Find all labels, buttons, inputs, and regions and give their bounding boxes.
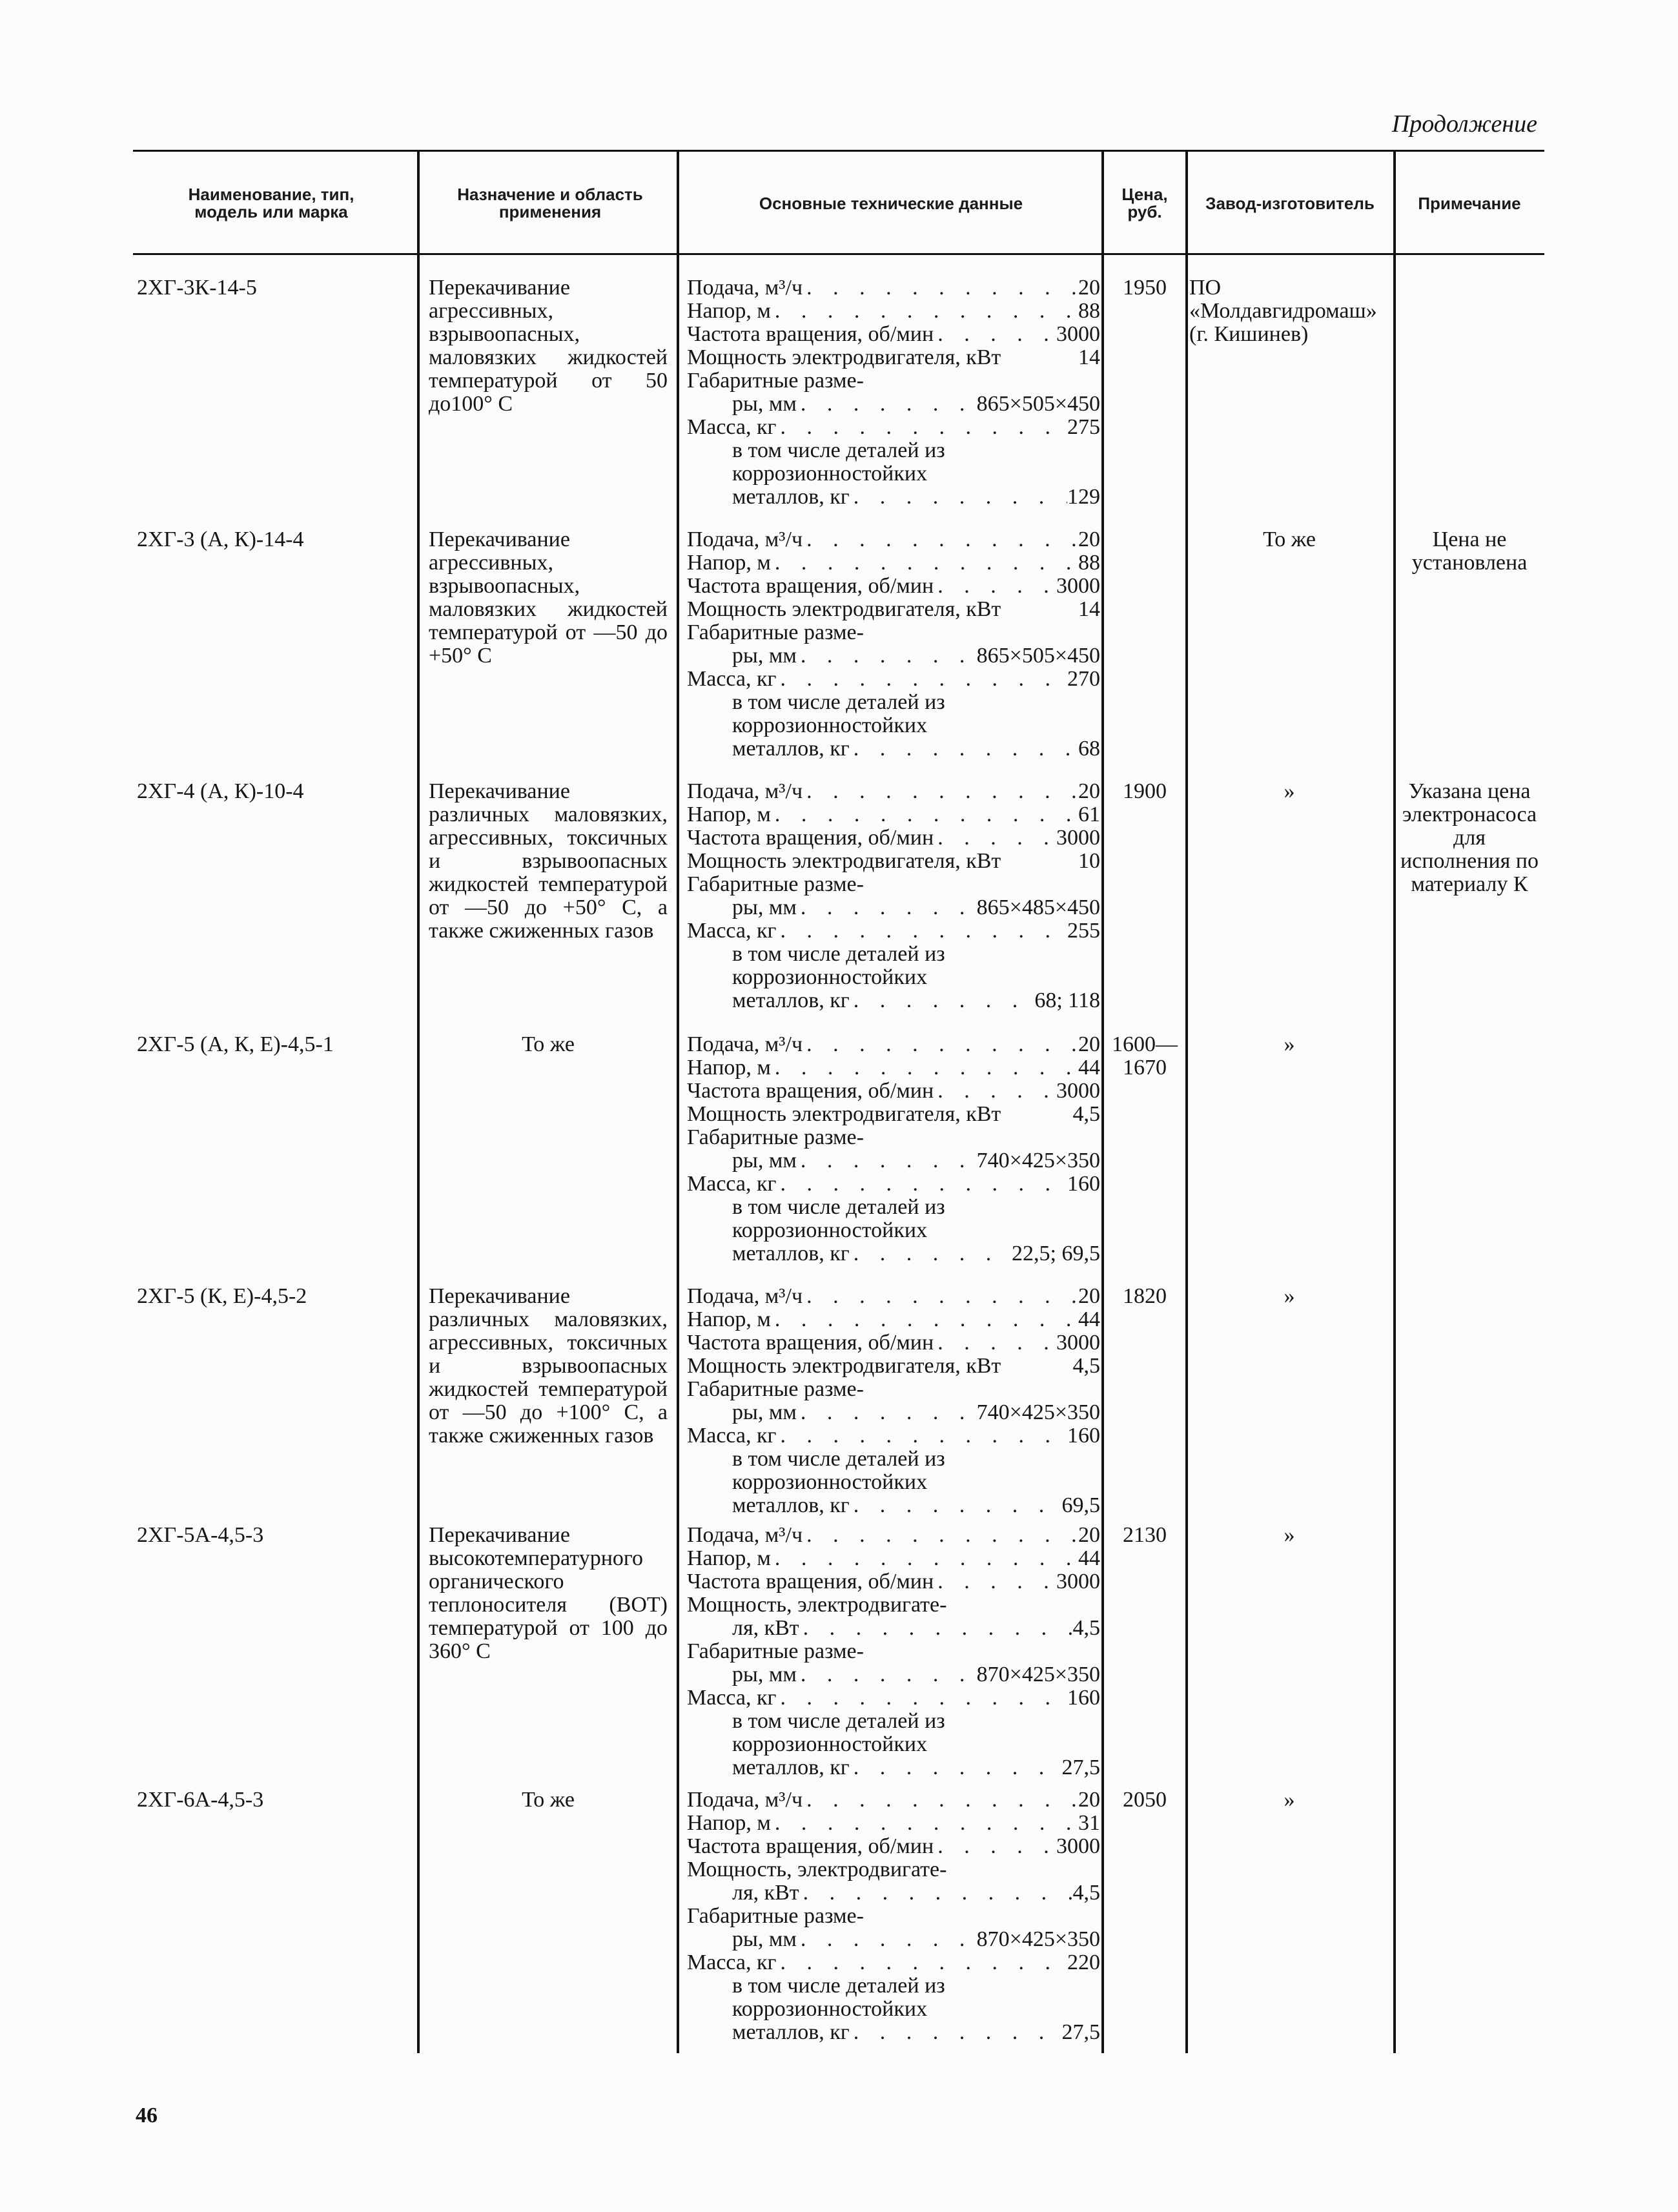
- continuation-label: Продолжение: [1391, 110, 1537, 138]
- table-top-rule: [133, 150, 1544, 152]
- spec-line: Габаритные разме-: [687, 1639, 864, 1663]
- spec-line: [687, 1080, 1100, 1103]
- spec-line: [687, 896, 1100, 919]
- row-note: Цена не установлена: [1411, 527, 1528, 575]
- spec-line: [687, 826, 1100, 850]
- header-name: Наименование, тип, модель или марка: [188, 185, 354, 221]
- column-divider: [677, 150, 679, 2053]
- row-maker: »: [1284, 1523, 1295, 1547]
- column-divider: [1185, 150, 1188, 2053]
- spec-label: Напор, м: [687, 1307, 771, 1331]
- row-price: 2130: [1123, 1523, 1167, 1547]
- row-note: Указана цена электронасоса для исполнения по материалу К: [1400, 779, 1539, 896]
- spec-line: в том числе деталей из коррозионностойких: [732, 1195, 945, 1242]
- row-name: 2ХГ-3 (А, К)-14-4: [137, 527, 304, 551]
- spec-line: [687, 1056, 1100, 1080]
- row-maker: То же: [1263, 527, 1316, 551]
- spec-line: [687, 1547, 1100, 1570]
- spec-line: Мощность, электродвигате-: [687, 1858, 947, 1881]
- spec-line: [687, 1308, 1100, 1331]
- spec-line: [687, 1149, 1100, 1173]
- spec-line: [687, 276, 1100, 300]
- spec-label: Масса, кг: [687, 1951, 777, 1974]
- spec-value: 44: [1078, 1307, 1100, 1331]
- spec-list: [687, 276, 1100, 509]
- spec-value: 20: [1078, 1032, 1100, 1056]
- spec-label: Подача, м³/ч: [687, 1788, 803, 1812]
- spec-line: [687, 1033, 1100, 1056]
- spec-value: 69,5: [1061, 1493, 1100, 1517]
- spec-value: 865×505×450: [976, 644, 1100, 668]
- spec-label: ры, мм: [732, 644, 797, 668]
- spec-line: [687, 528, 1100, 551]
- spec-line: [687, 1570, 1100, 1593]
- spec-label: металлов, кг: [732, 1756, 850, 1779]
- spec-line: [687, 780, 1100, 803]
- row-purpose: Перекачивание различных маловязких, агрессивных, токсичных и взрывоопасных жидкостей температурой от —50 до +100° С, а также сжиженных газов: [429, 1284, 668, 1448]
- spec-value: 865×485×450: [976, 896, 1100, 919]
- spec-value: 14: [1078, 597, 1100, 621]
- spec-label: Масса, кг: [687, 415, 777, 439]
- row-price: 1950: [1123, 276, 1167, 300]
- spec-line: в том числе деталей из коррозионностойких: [732, 1709, 945, 1756]
- column-divider: [1393, 150, 1396, 2053]
- spec-line: [687, 1103, 1100, 1126]
- spec-line: [687, 644, 1100, 668]
- spec-label: Подача, м³/ч: [687, 1032, 803, 1056]
- spec-label: ля, кВт: [732, 1616, 799, 1640]
- spec-label: Напор, м: [687, 803, 771, 826]
- spec-line: в том числе деталей из коррозионностойких: [732, 1447, 945, 1494]
- spec-label: металлов, кг: [732, 1242, 850, 1265]
- column-divider: [417, 150, 420, 2053]
- spec-line: [687, 575, 1100, 598]
- row-maker: »: [1284, 1284, 1295, 1308]
- spec-line: в том числе деталей из коррозионностойких: [732, 438, 945, 486]
- spec-label: ры, мм: [732, 1927, 797, 1951]
- header-price: Цена, руб.: [1121, 185, 1168, 221]
- spec-label: Частота вращения, об/мин: [687, 322, 934, 346]
- spec-line: [687, 1494, 1100, 1517]
- spec-value: 20: [1078, 276, 1100, 300]
- spec-value: 68; 118: [1034, 988, 1100, 1012]
- spec-value: 129: [1067, 485, 1100, 509]
- spec-line: [687, 919, 1100, 943]
- spec-label: ры, мм: [732, 1149, 797, 1173]
- spec-label: Мощность электродвигателя, кВт: [687, 1354, 1001, 1378]
- spec-value: 88: [1078, 299, 1100, 323]
- spec-label: металлов, кг: [732, 2020, 850, 2044]
- spec-list: [687, 780, 1100, 1012]
- spec-label: Частота вращения, об/мин: [687, 1331, 934, 1355]
- row-name: 2ХГ-5А-4,5-3: [137, 1523, 264, 1547]
- spec-value: 88: [1078, 551, 1100, 575]
- spec-line: [687, 1835, 1100, 1858]
- spec-line: Габаритные разме-: [687, 1377, 864, 1401]
- spec-value: 3000: [1056, 574, 1100, 598]
- spec-line: [687, 1951, 1100, 1974]
- spec-value: 27,5: [1061, 2020, 1100, 2044]
- spec-list: [687, 1524, 1100, 1779]
- spec-line: [687, 1928, 1100, 1951]
- spec-line: Габаритные разме-: [687, 1904, 864, 1928]
- spec-line: в том числе деталей из коррозионностойких: [732, 1974, 945, 2021]
- spec-label: Подача, м³/ч: [687, 276, 803, 300]
- spec-line: в том числе деталей из коррозионностойких: [732, 690, 945, 737]
- spec-label: Подача, м³/ч: [687, 779, 803, 803]
- page-number: 46: [136, 2104, 158, 2127]
- spec-line: [687, 1173, 1100, 1196]
- spec-line: Габаритные разме-: [687, 1125, 864, 1149]
- spec-value: 20: [1078, 1523, 1100, 1547]
- row-name: 2ХГ-4 (А, К)-10-4: [137, 779, 304, 803]
- spec-value: 3000: [1056, 1570, 1100, 1593]
- spec-value: 20: [1078, 1788, 1100, 1812]
- spec-line: [687, 1881, 1100, 1905]
- spec-line: [687, 1663, 1100, 1686]
- spec-line: [687, 598, 1100, 621]
- spec-line: [687, 300, 1100, 323]
- spec-label: Частота вращения, об/мин: [687, 574, 934, 598]
- spec-label: Мощность электродвигателя, кВт: [687, 345, 1001, 369]
- spec-value: 220: [1067, 1951, 1100, 1974]
- spec-value: 3000: [1056, 1079, 1100, 1103]
- spec-line: [687, 486, 1100, 509]
- spec-label: Частота вращения, об/мин: [687, 1570, 934, 1593]
- spec-value: 4,5: [1072, 1616, 1100, 1640]
- spec-label: Мощность электродвигателя, кВт: [687, 1102, 1001, 1126]
- row-maker: »: [1284, 1032, 1295, 1056]
- row-purpose: Перекачивание высокотемпературного органического теплоносителя (ВОТ) температурой от 100 до 360° С: [429, 1523, 668, 1663]
- spec-line: [687, 737, 1100, 761]
- spec-label: металлов, кг: [732, 988, 850, 1012]
- row-maker: »: [1284, 779, 1295, 803]
- spec-value: 740×425×350: [976, 1400, 1100, 1424]
- spec-label: Подача, м³/ч: [687, 1523, 803, 1547]
- spec-value: 255: [1067, 919, 1100, 943]
- spec-label: Напор, м: [687, 1056, 771, 1080]
- spec-label: Частота вращения, об/мин: [687, 1834, 934, 1858]
- spec-value: 740×425×350: [976, 1149, 1100, 1173]
- spec-label: ры, мм: [732, 392, 797, 416]
- spec-label: Подача, м³/ч: [687, 1284, 803, 1308]
- spec-line: [687, 1686, 1100, 1710]
- spec-line: [687, 803, 1100, 826]
- spec-label: Напор, м: [687, 1546, 771, 1570]
- spec-label: Мощность электродвигателя, кВт: [687, 849, 1001, 873]
- spec-label: Масса, кг: [687, 919, 777, 943]
- spec-value: 68: [1078, 737, 1100, 761]
- spec-value: 160: [1067, 1424, 1100, 1448]
- spec-value: 20: [1078, 779, 1100, 803]
- row-price: 1900: [1123, 779, 1167, 803]
- row-name: 2ХГ-5 (А, К, Е)-4,5-1: [137, 1032, 334, 1056]
- spec-line: [687, 1617, 1100, 1640]
- spec-label: металлов, кг: [732, 737, 850, 761]
- spec-line: [687, 1756, 1100, 1779]
- spec-value: 4,5: [1072, 1881, 1100, 1905]
- spec-value: 22,5; 69,5: [1012, 1242, 1100, 1265]
- header-purpose: Назначение и область применения: [457, 185, 643, 221]
- spec-line: [687, 850, 1100, 873]
- row-price: 2050: [1123, 1788, 1167, 1812]
- spec-label: Масса, кг: [687, 1686, 777, 1710]
- spec-line: [687, 668, 1100, 691]
- spec-line: [687, 1424, 1100, 1448]
- spec-value: 10: [1078, 849, 1100, 873]
- spec-label: Масса, кг: [687, 1172, 777, 1196]
- spec-value: 4,5: [1072, 1354, 1100, 1378]
- spec-line: [687, 1788, 1100, 1812]
- spec-line: [687, 989, 1100, 1012]
- row-price: 1820: [1123, 1284, 1167, 1308]
- row-name: 2ХГ-5 (К, Е)-4,5-2: [137, 1284, 307, 1308]
- spec-value: 44: [1078, 1546, 1100, 1570]
- column-divider: [1101, 150, 1104, 2053]
- spec-value: 870×425×350: [976, 1927, 1100, 1951]
- spec-value: 20: [1078, 1284, 1100, 1308]
- spec-value: 3000: [1056, 322, 1100, 346]
- spec-line: Габаритные разме-: [687, 872, 864, 896]
- spec-value: 275: [1067, 415, 1100, 439]
- spec-value: 4,5: [1072, 1102, 1100, 1126]
- spec-value: 865×505×450: [976, 392, 1100, 416]
- spec-line: [687, 1812, 1100, 1835]
- spec-line: в том числе деталей из коррозионностойких: [732, 942, 945, 989]
- spec-line: [687, 393, 1100, 416]
- spec-line: Мощность, электродвигате-: [687, 1593, 947, 1617]
- row-price: 1600—1670: [1112, 1032, 1178, 1080]
- header-maker: Завод-изготовитель: [1205, 193, 1375, 213]
- spec-label: металлов, кг: [732, 485, 850, 509]
- spec-value: 44: [1078, 1056, 1100, 1080]
- spec-label: Мощность электродвигателя, кВт: [687, 597, 1001, 621]
- spec-line: [687, 551, 1100, 575]
- spec-value: 27,5: [1061, 1756, 1100, 1779]
- spec-line: Габаритные разме-: [687, 369, 864, 393]
- spec-label: Частота вращения, об/мин: [687, 1079, 934, 1103]
- row-maker: »: [1284, 1788, 1295, 1812]
- spec-line: [687, 1401, 1100, 1424]
- spec-value: 31: [1078, 1811, 1100, 1835]
- spec-label: Частота вращения, об/мин: [687, 826, 934, 850]
- spec-value: 870×425×350: [976, 1663, 1100, 1686]
- spec-label: Напор, м: [687, 551, 771, 575]
- spec-line: Габаритные разме-: [687, 620, 864, 644]
- row-purpose: То же: [522, 1032, 575, 1056]
- spec-line: [687, 416, 1100, 439]
- spec-list: [687, 1788, 1100, 2044]
- spec-label: Масса, кг: [687, 1424, 777, 1448]
- spec-label: Подача, м³/ч: [687, 527, 803, 551]
- row-name: 2ХГ-3К-14-5: [137, 276, 257, 300]
- spec-label: ры, мм: [732, 896, 797, 919]
- spec-value: 270: [1067, 667, 1100, 691]
- spec-value: 160: [1067, 1686, 1100, 1710]
- spec-label: ля, кВт: [732, 1881, 799, 1905]
- spec-list: [687, 1285, 1100, 1517]
- spec-line: [687, 346, 1100, 369]
- spec-value: 160: [1067, 1172, 1100, 1196]
- spec-line: [687, 1242, 1100, 1265]
- spec-label: Напор, м: [687, 1811, 771, 1835]
- header-note: Примечание: [1418, 193, 1521, 213]
- table-header-rule: [133, 253, 1544, 255]
- row-name: 2ХГ-6А-4,5-3: [137, 1788, 264, 1812]
- row-purpose: Перекачивание различных маловязких, агрессивных, токсичных и взрывоопасных жидкостей температурой от —50 до +50° С, а также сжиженных газов: [429, 779, 668, 943]
- spec-value: 20: [1078, 527, 1100, 551]
- spec-line: [687, 1331, 1100, 1355]
- spec-label: металлов, кг: [732, 1493, 850, 1517]
- spec-line: [687, 323, 1100, 346]
- spec-label: Масса, кг: [687, 667, 777, 691]
- spec-list: [687, 1033, 1100, 1265]
- spec-label: ры, мм: [732, 1663, 797, 1686]
- spec-value: 14: [1078, 345, 1100, 369]
- spec-value: 3000: [1056, 1331, 1100, 1355]
- spec-line: [687, 2021, 1100, 2044]
- row-purpose: Перекачивание агрессивных, взрывоопасных, маловязких жидкостей температурой от —50 до +50° С: [429, 527, 668, 668]
- header-specs: Основные технические данные: [759, 193, 1023, 213]
- spec-line: [687, 1355, 1100, 1378]
- spec-list: [687, 528, 1100, 761]
- row-purpose: Перекачивание агрессивных, взрывоопасных, маловязких жидкостей температурой от 50 до100° С: [429, 276, 668, 416]
- row-maker: ПО «Молдавгидромаш» (г. Кишинев): [1189, 276, 1377, 346]
- row-purpose: То же: [522, 1788, 575, 1812]
- spec-line: [687, 1285, 1100, 1308]
- spec-line: [687, 1524, 1100, 1547]
- spec-label: Напор, м: [687, 299, 771, 323]
- spec-value: 3000: [1056, 826, 1100, 850]
- spec-value: 61: [1078, 803, 1100, 826]
- spec-value: 3000: [1056, 1834, 1100, 1858]
- spec-label: ры, мм: [732, 1400, 797, 1424]
